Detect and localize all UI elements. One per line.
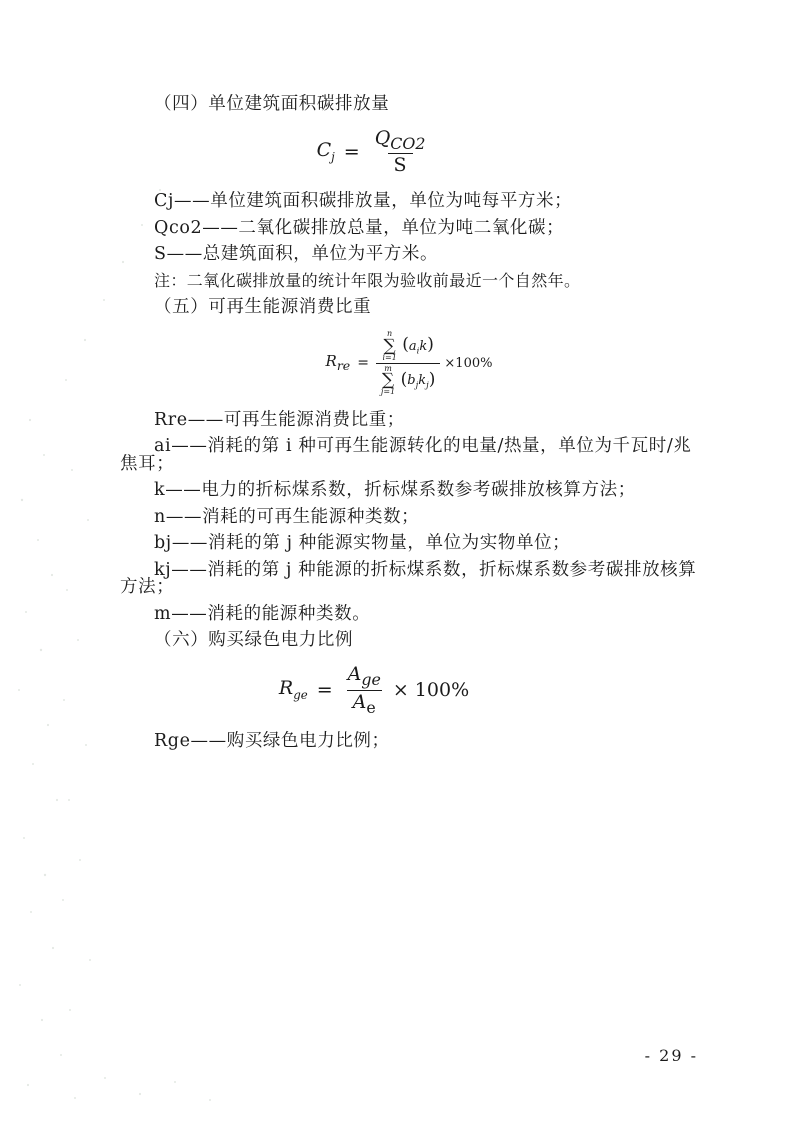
formula-numerator-qco2: $Q_{CO2}$: [374, 126, 426, 153]
formula-subscript-e: e: [366, 697, 376, 717]
formula-subscript-co2: CO2: [390, 133, 426, 153]
formula-subscript-ge: ge: [293, 687, 308, 702]
definition-m: m——消耗的能源种类数。: [154, 603, 371, 624]
definition-n: n——消耗的可再生能源种类数；: [154, 506, 420, 527]
note-statistics-period: 注：二氧化碳排放量的统计年限为验收前最近一个自然年。: [154, 270, 581, 290]
paren-close-2: ): [428, 369, 436, 390]
formula-sum-fraction: [376, 330, 440, 396]
paren-close-1: ): [427, 334, 434, 355]
formula-sum-numerator: [377, 330, 438, 362]
sigma-upper-m: m: [384, 363, 392, 373]
formula-symbol-c: $C_j$: [316, 139, 335, 164]
definition-cj: Cj——单位建筑面积碳排放量，单位为吨每平方米；: [154, 191, 573, 212]
definition-s: S——总建筑面积，单位为平方米。: [154, 244, 439, 265]
formula-equals: =: [343, 140, 360, 163]
definition-ai: ai——消耗的第 i 种可再生能源转化的电量/热量，单位为千瓦时/兆焦耳；: [120, 436, 692, 474]
formula-percent-multiplier-2: × 100%: [392, 678, 470, 701]
formula-equals-3: =: [316, 678, 333, 701]
definition-kj: kj——消耗的第 j 种能源的折标煤系数，折标煤系数参考碳排放核算方法；: [120, 559, 697, 598]
formula-renewable-share: [120, 330, 698, 396]
sigma-lower-i: i=1: [382, 353, 397, 363]
sigma-lower-j: j=1: [380, 387, 396, 397]
formula-symbol-rre: $R_{re}$: [325, 351, 351, 373]
formula-denominator-ae: $A_e$: [347, 690, 382, 717]
formula-denominator-s: S: [388, 153, 413, 177]
sigma-glyph: ∑: [383, 335, 396, 356]
section-heading-5: （五）可再生能源消费比重: [154, 296, 372, 317]
definition-k: k——电力的折标煤系数，折标煤系数参考碳排放核算方法；: [154, 480, 636, 501]
section-heading-4: （四）单位建筑面积碳排放量: [154, 94, 390, 114]
paren-open-2: (: [400, 369, 408, 390]
sigma-upper-n: n: [387, 329, 393, 339]
formula-subscript-j: j: [331, 149, 335, 164]
formula-carbon-per-area: [120, 128, 698, 178]
sigma-icon-numerator: [382, 330, 396, 361]
definition-bj: bj——消耗的第 j 种能源实物量，单位为实物单位；: [154, 533, 571, 554]
formula-subscript-re: re: [336, 357, 351, 373]
page-number: - 29 -: [644, 1046, 698, 1065]
formula-fraction: [369, 128, 432, 178]
formula-fraction-2: [342, 664, 387, 717]
sigma-glyph-2: ∑: [381, 370, 395, 391]
definition-rge: Rge——购买绿色电力比例；: [154, 730, 390, 751]
definition-qco2: Qco2——二氧化碳排放总量，单位为吨二氧化碳；: [154, 217, 565, 238]
formula-numerator-age: $A_{ge}$: [347, 662, 381, 689]
paren-open-1: (: [402, 334, 409, 355]
formula-equals-2: =: [357, 355, 369, 372]
formula-sum-denominator: [376, 363, 440, 396]
definition-rre: Rre——可再生能源消费比重；: [154, 409, 405, 430]
formula-symbol-rge: $R_{ge}$: [278, 677, 308, 702]
formula-green-power-ratio: [120, 664, 698, 717]
section-heading-6: （六）购买绿色电力比例: [154, 630, 354, 651]
formula-term-ai-k: $a_ik$: [408, 338, 428, 356]
formula-subscript-ge-2: ge: [361, 669, 381, 689]
document-body: [120, 96, 698, 750]
sigma-icon-denominator: [381, 365, 395, 396]
formula-percent-multiplier: ×100%: [444, 355, 493, 371]
formula-term-bj-kj: $b_jk_j$: [407, 373, 429, 390]
